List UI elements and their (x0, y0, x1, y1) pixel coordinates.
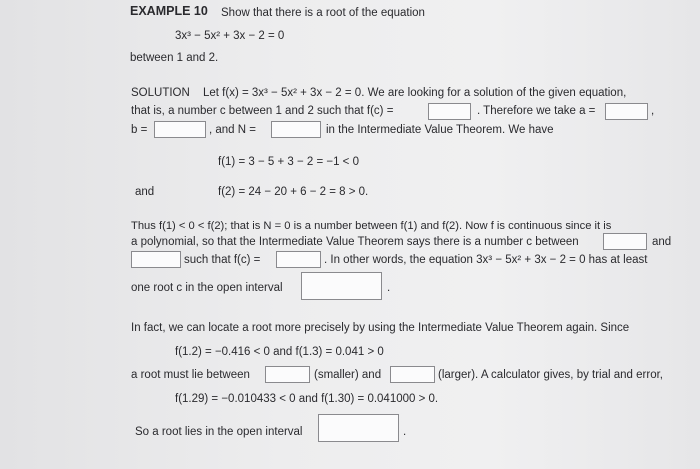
b-label: b = (131, 124, 148, 136)
solution-line-1: Let f(x) = 3x³ − 5x² + 3x − 2 = 0. We are looking for a solution of the given equation, (203, 87, 627, 99)
thus-line-4: one root c in the open interval (131, 282, 283, 294)
interval-input-1[interactable] (301, 272, 382, 300)
fc-equals-input[interactable] (276, 251, 321, 268)
f2-computation: f(2) = 24 − 20 + 6 − 2 = 8 > 0. (218, 186, 369, 198)
thus-line-3b: . In other words, the equation 3x³ − 5x² + 3x − 2 = 0 has at least (324, 254, 648, 266)
smaller-bound-input[interactable] (265, 366, 310, 383)
refine-line-2: f(1.2) = −0.416 < 0 and f(1.3) = 0.041 > 0 (175, 346, 384, 358)
solution-line-3: in the Intermediate Value Theorem. We have (326, 124, 554, 136)
refine-line-4: f(1.29) = −0.010433 < 0 and f(1.30) = 0.041000 > 0. (175, 393, 439, 405)
thus-line-1: Thus f(1) < 0 < f(2); that is N = 0 is a number between f(1) and f(2). Now f is continuous since it is (131, 220, 612, 232)
refine-period: . (403, 426, 407, 438)
example-between: between 1 and 2. (130, 52, 219, 64)
and-label: and (135, 186, 155, 198)
refine-line-3c: (larger). A calculator gives, by trial and error, (438, 369, 663, 381)
solution-line-2a: that is, a number c between 1 and 2 such that f(c) = (131, 105, 394, 117)
b-value-input[interactable] (154, 121, 206, 138)
c-lower-input[interactable] (603, 233, 647, 250)
fc-value-input[interactable] (428, 103, 471, 120)
c-upper-input[interactable] (131, 251, 181, 268)
interval-input-2[interactable] (318, 414, 399, 442)
f1-computation: f(1) = 3 − 5 + 3 − 2 = −1 < 0 (218, 156, 359, 168)
larger-bound-input[interactable] (390, 366, 435, 383)
thus-period: . (387, 282, 391, 294)
solution-line-2c: , (651, 105, 655, 117)
thus-line-3a: such that f(c) = (184, 254, 261, 266)
thus-line-2: a polynomial, so that the Intermediate Value Theorem says there is a number c between (131, 236, 579, 248)
refine-line-3b: (smaller) and (314, 369, 382, 381)
a-value-input[interactable] (605, 103, 648, 120)
thus-and: and (652, 236, 672, 248)
example-equation: 3x³ − 5x² + 3x − 2 = 0 (175, 30, 285, 42)
solution-label: SOLUTION (131, 87, 190, 99)
refine-line-3a: a root must lie between (131, 369, 250, 381)
solution-line-2b: . Therefore we take a = (477, 105, 596, 117)
n-label: , and N = (209, 124, 256, 136)
example-label: EXAMPLE 10 (130, 4, 208, 18)
refine-line-5: So a root lies in the open interval (135, 426, 303, 438)
refine-line-1: In fact, we can locate a root more precisely by using the Intermediate Value Theorem again. Since (131, 322, 630, 334)
example-prompt: Show that there is a root of the equation (221, 7, 425, 19)
n-value-input[interactable] (271, 121, 321, 138)
